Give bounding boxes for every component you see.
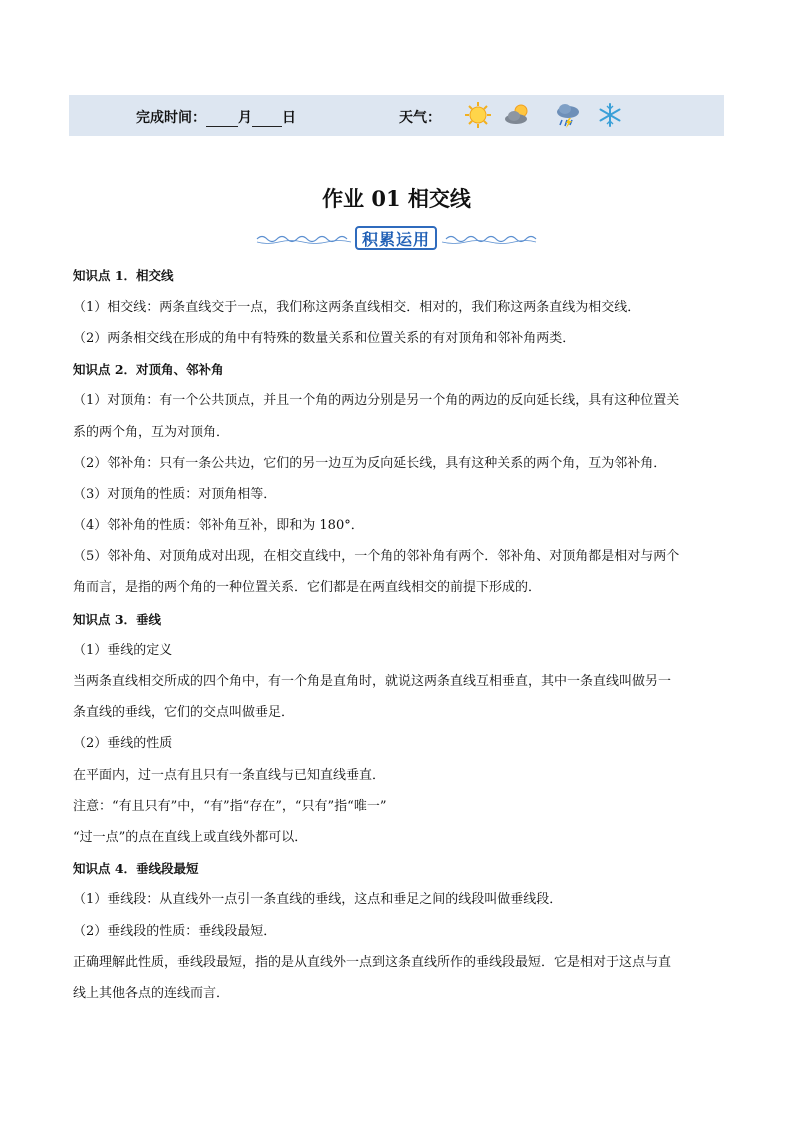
section-banner [255,226,538,252]
text-line: （2）垂线的性质 [73,736,173,751]
text-line: 正确理解此性质，垂线段最短，指的是从直线外一点到这条直线所作的垂线段最短．它是相对于这点与直 [73,955,672,970]
snowflake-icon[interactable] [595,100,625,130]
completion-time [136,107,296,127]
banner-label: 积累运用 [355,226,437,250]
text-line: （5）邻补角、对顶角成对出现，在相交直线中，一个角的邻补角有两个．邻补角、对顶角都是相对与两个 [73,549,680,564]
text-line: “过一点”的点在直线上或直线外都可以． [73,830,308,845]
text-line: （1）对顶角：有一个公共顶点，并且一个角的两边分别是另一个角的两边的反向延长线，具有这种位置关 [73,393,680,408]
text-line: （2）垂线段的性质：垂线段最短． [73,924,277,939]
text-line: 系的两个角，互为对顶角． [73,425,230,440]
sun-icon[interactable] [463,100,493,130]
text-line: 角而言，是指的两个角的一种位置关系．它们都是在两直线相交的前提下形成的． [73,580,542,595]
heading-point-3: 知识点 3．垂线 [73,612,162,627]
text-line: （1）垂线的定义 [73,643,173,658]
rain-icon[interactable] [553,100,583,130]
header-bar [69,95,724,136]
text-line: （4）邻补角的性质：邻补角互补，即和为 180°． [73,518,364,533]
text-line: 线上其他各点的连线而言． [73,986,230,1001]
heading-point-1: 知识点 1．相交线 [73,268,174,283]
text-line: 条直线的垂线，它们的交点叫做垂足． [73,705,295,720]
text-line: （1）相交线：两条直线交于一点，我们称这两条直线相交．相对的，我们称这两条直线为相交线． [73,300,641,315]
right-wave-decoration [438,232,538,246]
heading-point-4: 知识点 4．垂线段最短 [73,861,199,876]
partly-cloudy-icon[interactable] [503,100,533,130]
text-line: （3）对顶角的性质：对顶角相等． [73,487,277,502]
day-label: 日 [282,110,296,126]
text-line: （1）垂线段：从直线外一点引一条直线的垂线，这点和垂足之间的线段叫做垂线段． [73,892,563,907]
text-line: （2）邻补角：只有一条公共边，它们的另一边互为反向延长线，具有这种关系的两个角，互为邻补角． [73,456,667,471]
page-title: 作业 01 相交线 [322,186,471,211]
month-label: 月 [238,110,252,126]
left-wave-decoration [255,232,355,246]
text-line: （2）两条相交线在形成的角中有特殊的数量关系和位置关系的有对顶角和邻补角两类． [73,331,576,346]
text-line: 当两条直线相交所成的四个角中，有一个角是直角时，就说这两条直线互相垂直，其中一条直线叫做另一 [73,674,672,689]
text-line: 在平面内，过一点有且只有一条直线与已知直线垂直． [73,768,386,783]
weather-label: 天气： [399,110,441,126]
day-blank[interactable] [252,112,282,127]
time-label: 完成时间： [136,110,206,126]
text-line: 注意：“有且只有”中，“有”指“存在”，“只有”指“唯一” [73,799,387,814]
month-blank[interactable] [206,112,238,127]
heading-point-2: 知识点 2．对顶角、邻补角 [73,362,224,377]
